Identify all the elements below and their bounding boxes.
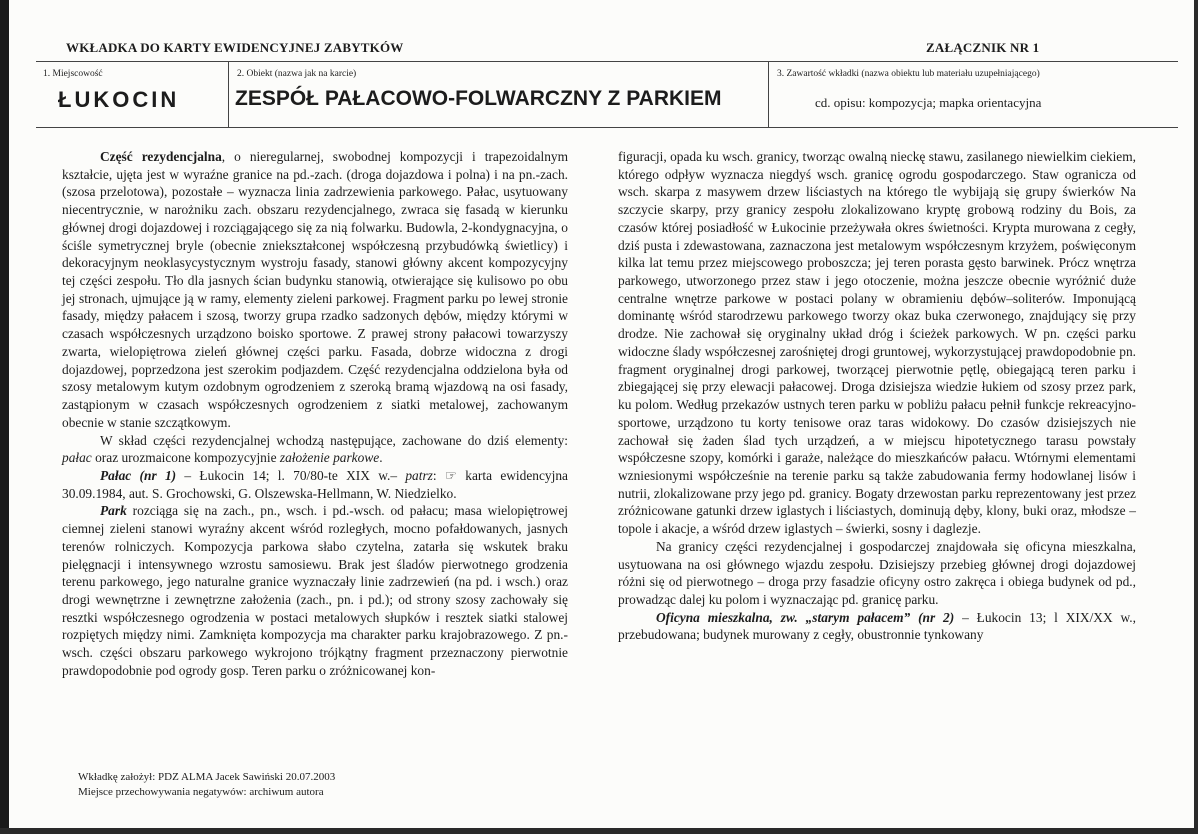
paragraph-text: . bbox=[379, 450, 383, 466]
contents-value: cd. opisu: kompozycja; mapka orientacyjna bbox=[815, 95, 1042, 110]
paragraph-text: figuracji, opada ku wsch. granicy, tworząc owalną nieckę stawu, zasilanego niewielkim ciekiem, którego odpływ wyznacza niegdyś wsch. granicę ogrodu gospodarczego. Staw ogranicza od wsch. skarpa z masywem drzew liściastych na którego tle wybijają się grupy świerków Na szczycie skarpy, przy granicy zespołu zlokalizowano kryptę grobową rodziny du Bois, za czasów której posiadłość w Łukocinie przeżywała okres świetności. Krypta murowana z cegły, dziś pusta i zdewastowana, zaznaczona jest metalowym współczesnym krzyżem, poświęconym kilka lat temu przez miejscowego proboszcza; jej teren porasta gęsto barwinek. Prócz wnętrza parkowego, utworzonego przez staw i jego otoczenie, można jeszcze obecnie wyróżnić duże centralne wnętrze parkowe w postaci polany w obramieniu dębów–soliterów. Imponującą dominantę wśród starodrzewu parkowego tworzy okaz buka czerwonego, znajdujący się przy drodze. Nie zachował się oryginalny układ dróg i ścieżek parkowych. W pn. części parku widoczne ślady współczesnej zarośniętej drogi gruntowej, wykorzystującej prawdopodobnie pn. fragment oryginalnej drogi parkowej, tworzącej pierwotnie pętlę, obiegającą teren parku i zbiegającej się przy elewacji pałacowej. Droga dzisiejsza wiedzie łukiem od szosy przez park, ku polom. Według przekazów ustnych teren parku w pobliżu pałacu pełnił funkcje rekreacyjno-sportowe, urządzono tu korty tenisowe oraz taras widokowy. Do czasów dzisiejszych nie zachował się żaden ślad tych urządzeń, a w miejscu hipotetycznego tarasu powstały współczesne szopy, komórki i garaże, należące do mieszkańców pałacu. Wtórnymi elementami wzniesionymi współcześnie na terenie parku są także zabudowania fermy hodowlanej lisów i nutrii, zlokalizowane przy jego pd. granicy. Bogaty drzewostan parku reprezentowany jest przez zróżnicowane gatunki drzew iglastych i liściastych, dominują dęby, klony, buki oraz, młodsze – topole i akacje, a wśród drzew iglastych – świerki, sosny i daglezje. bbox=[618, 149, 1136, 537]
paragraph-text: – Łukocin 13; l XIX/XX w., przebudowana; budynek murowany z cegły, obustronnie tynkowany bbox=[618, 609, 1136, 643]
text-column-right bbox=[618, 148, 1136, 644]
footer bbox=[78, 770, 335, 800]
paragraph-elements bbox=[62, 432, 568, 467]
object-value: ZESPÓŁ PAŁACOWO-FOLWARCZNY Z PARKIEM bbox=[235, 87, 722, 110]
paragraph-outbuilding-border bbox=[618, 538, 1136, 609]
paragraph-text: – Łukocin 14; l. 70/80-te XIX w.– bbox=[176, 467, 406, 483]
text-column-left bbox=[62, 148, 568, 680]
annex-label: ZAŁĄCZNIK NR 1 bbox=[926, 40, 1040, 55]
object-field bbox=[228, 62, 768, 128]
locality-label: 1. Miejscowość bbox=[43, 69, 103, 79]
footer-author: Wkładkę założył: PDZ ALMA Jacek Sawiński 20.07.2003 bbox=[78, 771, 336, 783]
paragraph-palace bbox=[62, 467, 568, 502]
paragraph-text: : ☞ karta ewidencyjna 30.09.1984, aut. S. Grochowski, G. Olszewska-Hellmann, W. Niedzielko. bbox=[62, 467, 568, 501]
scan-edge-bottom bbox=[0, 828, 1198, 834]
footer-negatives: Miejsce przechowywania negatywów: archiwum autora bbox=[78, 786, 324, 798]
locality-field bbox=[36, 62, 228, 128]
paragraph-lead: Pałac (nr 1) bbox=[100, 467, 177, 483]
contents-field bbox=[768, 62, 1178, 128]
paragraph-lead: Oficyna mieszkalna, zw. „starym pałacem” (nr 2) bbox=[656, 609, 955, 625]
paragraph-park-continued bbox=[618, 148, 1136, 538]
paragraph-text: rozciąga się na zach., pn., wsch. i pd.-wsch. od pałacu; masa wielopiętrowej ciemnej zieleni stanowi wyraźny akcent wśród rozległych, mocno pofałdowanych, jasnych terenów rolniczych. Kompozycja parkowa słabo czytelna, zatarła się wskutek braku pielęgnacji i intensywnego wzrostu samosiewu. Brak jest śladów pierwotnego grodzenia terenu parkowego, jego naturalne granice wyznaczały linie zadrzewień (na pd. i wsch.) oraz drogi wewnętrzne i zewnętrzne założenia (zach., pn. i pd.); od strony szosy zachowały się resztki współczesnego ogrodzenia w postaci metalowych słupków i resztek siatki stalowej rozpiętych między nimi. Zamknięta kompozycja ma charakter parku krajobrazowego. Z pn.-wsch. części obszaru parkowego wykrojono trójkątny fragment przeznaczony pierwotnie prawdopodobnie pod ogrody gosp. Teren parku o zróżnicowanej kon- bbox=[62, 503, 568, 678]
paragraph-lead: Park bbox=[100, 503, 127, 519]
paragraph-residential bbox=[62, 148, 568, 432]
card-title: WKŁADKA DO KARTY EWIDENCYJNEJ ZABYTKÓW bbox=[66, 40, 404, 55]
paragraph-text: , o nieregularnej, swobodnej kompozycji i trapezoidalnym kształcie, ujęta jest w wyraźne granice na pd.-zach. (droga dojazdowa i polna) i na pn.-zach. (szosa przelotowa), pozostałe – wyznacza linia zadrzewienia parkowego. Pałac, usytuowany niecentrycznie, w narożniku zach. obszaru rezydencjalnego, zwraca się fasadą w kierunku głównej drogi dojazdowej i rozciągającego się za nią folwarku. Budowla, 2-kondygnacyjna, o ściśle symetrycznej bryle (obecnie zniekształconej współczesną przybudówką świetlicy) i dekoracyjnym neoklasycystycznym wystroju fasady, stanowi główny akcent kompozycyjny tej części zespołu. Tło dla jasnych ścian budynku stanowią, otwierające się kulisowo po obu jej stronach, ujmujące ją w ramy, elementy zieleni parkowej. Fragment parku po lewej stronie fasady, między pałacem i szosą, tworzy grupa rzadko sadzonych dębów, między którymi w czasach współczesnych urządzono boisko sportowe. Z prawej strony pałacowi towarzyszy zwarta, wielopiętrowa zieleń głównej części parku. Fasada, dobrze widoczna z drogi dojazdowej, poprzedzona jest szerokim podjazdem. Część rezydencjalna oddzielona była od szosy metalowym kutym ozdobnym ogrodzeniem z szeroką bramą wjazdową na osi fasady, zastąpionym w czasach współczesnych ogrodzeniem z siatki metalowej, zachowanym obecnie w stanie szczątkowym. bbox=[62, 149, 568, 430]
scan-edge-left bbox=[0, 0, 9, 834]
scan-edge-right bbox=[1194, 0, 1198, 834]
emphasis-text: pałac bbox=[62, 450, 92, 466]
paragraph-text: oraz urozmaicone kompozycyjnie bbox=[91, 450, 280, 466]
object-label: 2. Obiekt (nazwa jak na karcie) bbox=[237, 69, 357, 79]
paragraph-park bbox=[62, 502, 568, 679]
paragraph-lead: Część rezydencjalna bbox=[100, 149, 222, 164]
paragraph-outbuilding bbox=[618, 609, 1136, 644]
paragraph-text: W skład części rezydencjalnej wchodzą następujące, zachowane do dziś elementy: bbox=[100, 432, 568, 448]
header-fields bbox=[36, 61, 1178, 128]
contents-label: 3. Zawartość wkładki (nazwa obiektu lub materiału uzupełniającego) bbox=[777, 69, 1040, 79]
locality-value: ŁUKOCIN bbox=[58, 87, 180, 112]
paragraph-text: Na granicy części rezydencjalnej i gospodarczej znajdowała się oficyna mieszkalna, usytuowana na osi głównego wjazdu zespołu. Dzisiejszy przebieg głównej drogi dojazdowej różni się od pierwotnego – droga przy fasadzie oficyny ostro zakręca i obiega budynek od pd., prowadząc dalej ku polom i wyznaczając pd. granicę parku. bbox=[618, 538, 1136, 607]
emphasis-text: założenie parkowe bbox=[279, 450, 380, 466]
emphasis-text: patrz bbox=[405, 467, 433, 483]
